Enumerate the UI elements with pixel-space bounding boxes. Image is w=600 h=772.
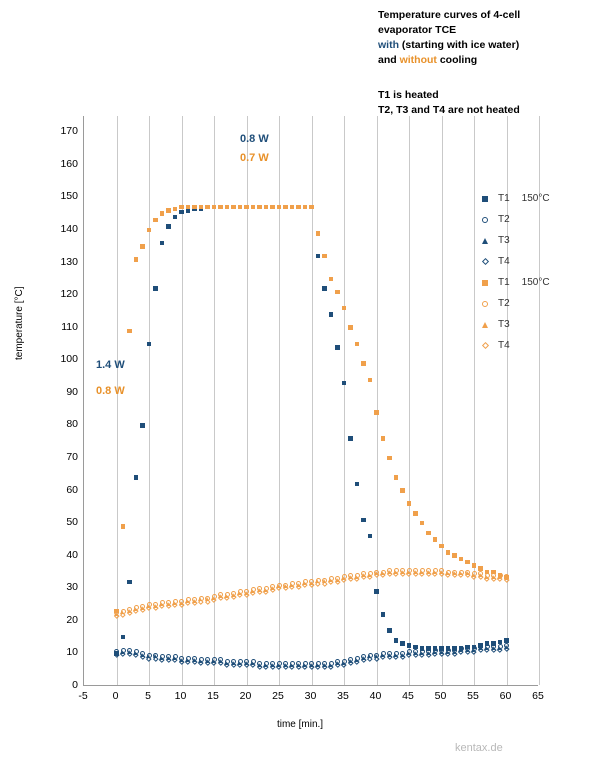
annotation-3: 0.8 W	[96, 385, 125, 397]
y-tick-label: 90	[66, 385, 78, 398]
data-point	[238, 205, 243, 210]
legend-item[interactable]	[478, 335, 593, 356]
y-tick-label: 10	[66, 646, 78, 659]
data-point	[211, 661, 216, 666]
data-point	[121, 635, 126, 640]
data-point	[348, 576, 353, 581]
y-tick-label: 120	[60, 288, 78, 301]
data-point	[406, 653, 411, 658]
data-point	[413, 511, 418, 516]
y-tick-label: 50	[66, 516, 78, 529]
data-point	[283, 586, 288, 591]
data-point	[426, 531, 431, 536]
data-point	[380, 573, 385, 578]
data-point	[368, 534, 373, 539]
y-axis-title: temperature [°C]	[14, 286, 25, 360]
legend-item[interactable]	[478, 209, 593, 230]
data-point	[420, 521, 425, 526]
data-point	[192, 205, 197, 210]
grid-line	[117, 116, 118, 685]
legend-item[interactable]	[478, 230, 593, 251]
annotation-1: 0.7 W	[240, 152, 269, 164]
y-tick-label: 20	[66, 613, 78, 626]
data-point	[160, 241, 165, 246]
data-point	[316, 231, 321, 236]
data-point	[127, 580, 132, 585]
title-line-4	[378, 53, 593, 68]
data-point	[394, 475, 399, 480]
data-point	[374, 573, 379, 578]
x-tick-label: 0	[112, 690, 119, 702]
data-point	[166, 657, 171, 662]
data-point	[244, 592, 249, 597]
title-with-word: with	[378, 39, 399, 51]
data-point	[231, 662, 236, 667]
chart-legend	[478, 188, 593, 356]
grid-line	[474, 116, 475, 685]
data-point	[368, 378, 373, 383]
title-without-word: without	[399, 54, 437, 66]
data-point	[114, 653, 119, 658]
data-point	[504, 578, 509, 583]
data-point	[342, 381, 347, 386]
x-tick-label: 40	[369, 690, 382, 702]
data-point	[250, 591, 255, 596]
data-point	[348, 325, 353, 330]
data-point	[134, 475, 139, 480]
data-point	[387, 628, 392, 633]
data-point	[251, 205, 256, 210]
x-tick-label: 65	[532, 690, 544, 702]
data-point	[407, 501, 412, 506]
y-tick-label: 80	[66, 418, 78, 431]
legend-item[interactable]	[478, 293, 593, 314]
grid-line	[149, 116, 150, 685]
data-point	[309, 582, 314, 587]
data-point	[361, 361, 366, 366]
data-point	[355, 482, 360, 487]
grid-line	[279, 116, 280, 685]
data-point	[426, 653, 431, 658]
data-point	[400, 641, 405, 646]
data-point	[218, 205, 223, 210]
x-tick-label: 20	[239, 690, 252, 702]
data-point	[426, 571, 431, 576]
legend-marker-icon	[478, 322, 492, 328]
data-point	[348, 436, 353, 441]
data-point	[465, 649, 470, 654]
data-point	[452, 573, 457, 578]
data-point	[361, 574, 366, 579]
subtitle-line-1: T1 is heated	[378, 89, 439, 101]
data-point	[160, 211, 165, 216]
annotation-0: 0.8 W	[240, 133, 269, 145]
data-point	[335, 290, 340, 295]
y-tick-label: 110	[61, 320, 78, 333]
watermark: kentax.de	[455, 742, 503, 754]
y-tick-label: 170	[60, 125, 78, 138]
legend-item[interactable]	[478, 188, 593, 209]
data-point	[296, 584, 301, 589]
data-point	[133, 609, 138, 614]
data-point	[309, 205, 314, 210]
data-point	[335, 345, 340, 350]
data-point	[491, 648, 496, 653]
annotation-2: 1.4 W	[96, 359, 125, 371]
grid-line	[442, 116, 443, 685]
grid-line	[312, 116, 313, 685]
data-point	[387, 654, 392, 659]
data-point	[192, 659, 197, 664]
data-point	[276, 586, 281, 591]
y-tick-label: 40	[66, 548, 78, 561]
data-point	[504, 646, 509, 651]
x-axis-ticks	[0, 690, 600, 710]
data-point	[283, 205, 288, 210]
legend-marker-icon	[478, 217, 492, 223]
y-tick-label: 100	[60, 353, 78, 366]
legend-item-label: T4	[498, 256, 510, 267]
data-point	[465, 560, 470, 565]
data-point	[179, 602, 184, 607]
legend-item[interactable]	[478, 272, 593, 293]
data-point	[270, 205, 275, 210]
legend-item-label: T2	[498, 214, 510, 225]
data-point	[478, 574, 483, 579]
title-line-2: evaporator TCE	[378, 24, 457, 36]
title-cooling-word: cooling	[436, 54, 478, 66]
legend-marker-icon	[478, 259, 492, 264]
data-point	[472, 563, 477, 568]
data-point	[400, 488, 405, 493]
data-point	[166, 604, 171, 609]
data-point	[121, 524, 126, 529]
data-point	[147, 342, 152, 347]
data-point	[218, 596, 223, 601]
data-point	[212, 205, 217, 210]
data-point	[257, 589, 262, 594]
data-point	[179, 205, 184, 210]
data-point	[192, 600, 197, 605]
x-tick-label: 50	[434, 690, 447, 702]
x-tick-label: -5	[78, 690, 88, 702]
data-point	[127, 329, 132, 334]
data-point	[419, 653, 424, 658]
data-point	[387, 456, 392, 461]
data-point	[244, 662, 249, 667]
grid-line	[247, 116, 248, 685]
data-point	[355, 342, 360, 347]
y-tick-label: 0	[72, 679, 78, 691]
data-point	[329, 277, 334, 282]
data-point	[381, 436, 386, 441]
data-point	[302, 582, 307, 587]
data-point	[218, 661, 223, 666]
x-tick-label: 15	[207, 690, 219, 702]
data-point	[374, 589, 379, 594]
data-point	[478, 648, 483, 653]
title-and-word: and	[378, 54, 400, 66]
data-point	[179, 659, 184, 664]
data-point	[459, 557, 464, 562]
data-point	[224, 596, 229, 601]
data-point	[127, 610, 132, 615]
legend-item-temperature: 150°C	[521, 193, 550, 204]
x-tick-label: 45	[402, 690, 414, 702]
legend-marker-icon	[478, 343, 492, 348]
data-point	[491, 576, 496, 581]
grid-line	[409, 116, 410, 685]
data-point	[445, 573, 450, 578]
data-point	[335, 579, 340, 584]
data-point	[173, 215, 178, 220]
data-point	[205, 661, 210, 666]
data-point	[413, 571, 418, 576]
data-point	[153, 605, 158, 610]
data-point	[484, 648, 489, 653]
y-tick-label: 30	[66, 581, 78, 594]
data-point	[394, 638, 399, 643]
data-point	[257, 205, 262, 210]
grid-line	[377, 116, 378, 685]
data-point	[153, 218, 158, 223]
data-point	[140, 244, 145, 249]
data-point	[504, 638, 509, 643]
data-point	[329, 312, 334, 317]
data-point	[400, 571, 405, 576]
title-line-3	[378, 38, 593, 53]
y-tick-label: 160	[60, 157, 78, 170]
data-point	[270, 587, 275, 592]
data-point	[335, 662, 340, 667]
data-point	[381, 612, 386, 617]
data-point	[322, 286, 327, 291]
legend-item-label: T4	[498, 340, 510, 351]
x-tick-label: 60	[499, 690, 512, 702]
data-point	[153, 286, 158, 291]
data-point	[446, 550, 451, 555]
x-tick-label: 25	[272, 690, 284, 702]
legend-marker-icon	[478, 196, 492, 202]
legend-marker-icon	[478, 301, 492, 307]
x-tick-label: 55	[467, 690, 479, 702]
x-tick-label: 30	[304, 690, 317, 702]
legend-item-temperature: 150°C	[521, 277, 550, 288]
data-point	[316, 254, 321, 259]
data-point	[465, 573, 470, 578]
data-point	[198, 661, 203, 666]
x-tick-label: 5	[145, 690, 151, 702]
data-point	[166, 208, 171, 213]
title-line-1: Temperature curves of 4-cell	[378, 9, 521, 21]
data-point	[134, 257, 139, 262]
title-with-rest: (starting with ice water)	[399, 39, 520, 51]
y-axis-ticks	[38, 116, 78, 691]
data-point	[199, 205, 204, 210]
data-point	[277, 205, 282, 210]
data-point	[342, 306, 347, 311]
data-point	[179, 210, 184, 215]
legend-marker-icon	[478, 280, 492, 286]
data-point	[166, 224, 171, 229]
data-point	[303, 205, 308, 210]
data-point	[296, 205, 301, 210]
legend-marker-icon	[478, 238, 492, 244]
x-tick-label: 35	[337, 690, 349, 702]
data-point	[322, 254, 327, 259]
data-point	[439, 571, 444, 576]
data-point	[407, 643, 412, 648]
data-point	[348, 661, 353, 666]
data-point	[159, 604, 164, 609]
data-point	[225, 205, 230, 210]
data-point	[341, 578, 346, 583]
y-tick-label: 150	[60, 190, 78, 203]
data-point	[264, 205, 269, 210]
data-point	[387, 571, 392, 576]
data-point	[413, 653, 418, 658]
data-point	[361, 518, 366, 523]
data-point	[439, 544, 444, 549]
data-point	[205, 205, 210, 210]
data-point	[114, 613, 119, 618]
data-point	[400, 654, 405, 659]
data-point	[140, 654, 145, 659]
x-tick-label: 10	[174, 690, 187, 702]
chart-subtitle	[378, 88, 593, 118]
y-tick-label: 140	[60, 223, 78, 235]
legend-item-label: T3	[498, 235, 510, 246]
data-point	[290, 205, 295, 210]
grid-line	[344, 116, 345, 685]
y-tick-label: 130	[60, 255, 78, 268]
data-point	[140, 423, 145, 428]
legend-item[interactable]	[478, 314, 593, 335]
data-point	[173, 207, 178, 212]
data-point	[374, 410, 379, 415]
data-point	[433, 537, 438, 542]
data-point	[452, 553, 457, 558]
data-point	[244, 205, 249, 210]
data-point	[361, 657, 366, 662]
data-point	[186, 205, 191, 210]
x-axis-title: time [min.]	[276, 719, 324, 730]
chart-title	[378, 8, 593, 68]
y-tick-label: 70	[66, 451, 78, 463]
data-point	[458, 573, 463, 578]
legend-item-label: T2	[498, 298, 510, 309]
legend-item-label: T1	[498, 193, 510, 204]
plot-area	[83, 116, 538, 686]
legend-item[interactable]	[478, 251, 593, 272]
data-point	[133, 653, 138, 658]
data-point	[497, 648, 502, 653]
subtitle-line-2: T2, T3 and T4 are not heated	[378, 104, 520, 116]
legend-item-label: T3	[498, 319, 510, 330]
legend-item-label: T1	[498, 277, 510, 288]
y-tick-label: 60	[66, 483, 78, 496]
data-point	[147, 228, 152, 233]
data-point	[231, 205, 236, 210]
